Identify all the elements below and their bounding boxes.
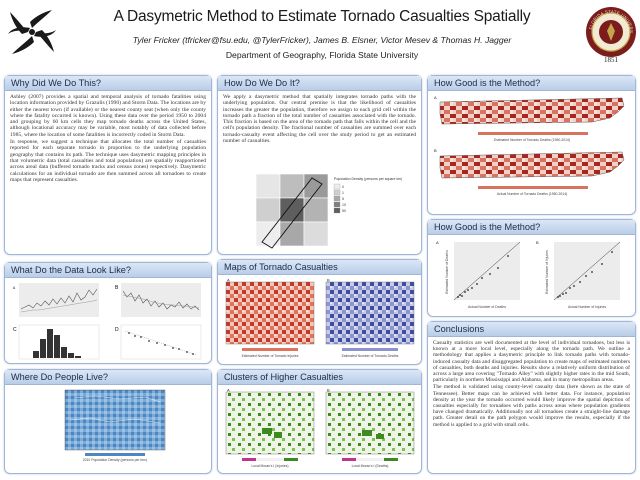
plot-a-background (19, 283, 99, 317)
cluster-maps (222, 388, 418, 473)
why-paragraph-1: Ashley (2007) provides a spatial and temporal analysis of tornado fatalities using location information provided by Grazulis (1990) and Storm Data. The locations are by either the nearest town (if available) or the nearest county seat (when only the county where the fatality occurred is known). Using these data over the period 1950 to 2004 and grouping by 60 km cells they map tornado deaths across the United States, although locational accuracy may be variable, most notably of data collected before 1985, where the location of some fatalities is incorrectly coded in Storm Data. (10, 94, 206, 138)
panel-why-heading: Why Did We Do This? (5, 76, 211, 91)
scatter-label-b: B (536, 240, 539, 245)
injuries-cluster-caption: Local Moran's I (Injuries) (251, 464, 289, 468)
panel-why (4, 75, 212, 255)
panel-where (4, 369, 212, 474)
panel-maps-heading: Maps of Tornado Casualties (218, 260, 421, 275)
map-label-b: B (327, 277, 330, 283)
dasymetric-diagram (252, 172, 403, 254)
panel-maps (217, 259, 422, 365)
tennessee-maps (432, 94, 632, 214)
panel-how-do (217, 75, 422, 255)
tennessee-actual-map (440, 152, 624, 178)
injuries-legend-bar (242, 348, 298, 351)
panel-how-good-maps (427, 75, 636, 215)
deaths-cluster-caption: Local Moran's I (Deaths) (351, 464, 389, 468)
why-paragraph-2: In response, we suggest a technique that allocates the total number of casualties reported for each separate tornado in proportion to the underlying population geography that contains its path. The technique uses dasymetric mapping principles in that volumetric data (total casualties and total population) are spatially reapportioned across areal data (buffered tornado tracks and census zones) respectively. Dasymetric calculations for an individual tornado are then summed across all tornadoes to create maps that represent casualties. (10, 139, 206, 183)
population-legend-caption: 2010 Population Density (persons per km²) (82, 458, 148, 462)
injuries-cluster-map (226, 392, 314, 454)
panel-how-good-maps-heading: How Good is the Method? (428, 76, 635, 91)
hist-bar-3 (47, 329, 53, 358)
panel-data-look-heading: What Do the Data Look Like? (5, 263, 211, 278)
injuries-map-caption: Estimated Number of Tornado Injuries (241, 354, 299, 358)
population-grid (65, 390, 165, 450)
diagram-legend-item-5: 50 (342, 209, 346, 213)
hist-bar-6 (68, 353, 74, 358)
panel-how-do-heading: How Do We Do It? (218, 76, 421, 91)
poster-department: Department of Geography, Florida State University (225, 50, 419, 60)
scatter-a-ylabel: Estimated Number of Deaths (445, 250, 449, 294)
conclusions-paragraph-1: Casualty statistics are well documented at the level of individual tornadoes, but less is known at a more local level, especially along the tornado path. We outline a methodology that applies a dasymetric principle to link tornado paths with tornado-induced casualty data and disaggregated population to create maps of estimated numbers of casualties, both deaths and injuries. Results show a relatively uniform distribution of across a large area covering "Tornado Alley" with slightly higher rates in the mid South, particularly in northern Mississippi and Alabama, and in many metropolitan areas. (433, 340, 630, 384)
hist-bar-5 (61, 347, 67, 358)
seal-year: 1851 (604, 56, 618, 64)
deaths-map-caption: Estimated Number of Tornado Deaths (341, 354, 399, 358)
poster-title: A Dasymetric Method to Estimate Tornado Casualties Spatially (113, 8, 531, 25)
validation-scatterplots (432, 238, 632, 316)
panel-conclusions (427, 321, 636, 474)
panel-how-good-scatter-heading: How Good is the Method? (428, 220, 635, 235)
scatter-label-a: A (436, 240, 439, 245)
plot-label-c: C (13, 327, 17, 333)
plot-label-b: B (115, 285, 119, 291)
tennessee-estimated-caption: Estimated Number of Tornado Deaths (1950-2014) (493, 138, 571, 142)
panel-how-good-scatter (427, 219, 636, 317)
scatter-b-xlabel: Actual Number of Injuries (567, 305, 607, 309)
panel-clusters (217, 369, 422, 474)
hist-bar-2 (40, 339, 46, 358)
diagram-legend-item-4: 10 (342, 203, 346, 207)
diagram-legend-title: Population Density (persons per square km) (334, 177, 403, 181)
fsu-seal-icon (584, 4, 638, 64)
how-do-paragraph: We apply a dasymetric method that spatially integrates tornado paths with the underlying population. Our central premise is that the likelihood of casualties increases the greater the population, therefore we assign to each grid cell within the tornado path a fraction of the total number of casualties associated with the tornado. This fraction is based on the area of the tornado path that falls within the cell and the cell's population density. The fractional number of casualties are summed over each tornado-casualty event affecting the cell over the study period to get an estimated number of casualties. (223, 94, 416, 145)
diagram-legend-item-2: 1 (342, 191, 344, 195)
plot-label-a: A (13, 286, 16, 290)
diagram-legend-item-1: 0 (342, 185, 344, 189)
panel-clusters-heading: Clusters of Higher Casualties (218, 370, 421, 385)
tennessee-label-a: A (434, 95, 437, 100)
tennessee-estimated-map (440, 98, 624, 124)
poster-authors: Tyler Fricker (tfricker@fsu.edu, @TylerFricker), James B. Elsner, Victor Mesev & Thomas H. Jagger (132, 35, 512, 45)
tennessee-actual-caption: Actual Number of Tornado Deaths (1950-2014) (496, 192, 568, 196)
panel-conclusions-heading: Conclusions (428, 322, 635, 337)
map-label-a: A (227, 277, 230, 283)
cluster-label-a: A (227, 387, 230, 393)
scatter-a-xlabel: Actual Number of Deaths (468, 305, 506, 309)
casualty-maps (222, 278, 418, 364)
population-legend-bar (85, 453, 145, 456)
hist-bar-7 (75, 356, 81, 358)
diagram-legend-item-3: 5 (342, 197, 344, 201)
panel-where-heading: Where Do People Live? (5, 370, 211, 385)
data-look-figures (9, 281, 209, 363)
plot-label-d: D (115, 327, 119, 333)
hist-bar-1 (33, 351, 39, 358)
seal-text: FLORIDA STATE UNIVERS (588, 8, 635, 34)
hist-bar-4 (54, 335, 60, 358)
plot-b-background (121, 283, 201, 317)
population-density-map (65, 390, 165, 462)
deaths-map (326, 282, 414, 344)
tornado-logo-icon (6, 6, 58, 58)
panel-data-look (4, 262, 212, 364)
cluster-label-b: B (327, 387, 330, 393)
tennessee-label-b: B (434, 148, 437, 153)
conclusions-paragraph-2: The method is validated using county-level casualty data (here shown as the state of Tennessee). Better maps can be achieved with better data. For instance, population density at the year the tornado occurred would likely improve the spatial depiction of casualties especially for tornadoes with paths across areas where population gradients have changed dramatically. Additionally not all tornadoes create a straight-line damage path. Greater detail on the path polygon would improve the results, especially if the method is applied to a grid with small cells. (433, 384, 630, 428)
deaths-legend-bar (342, 348, 398, 351)
scatter-b-ylabel: Estimated Number of Injuries (545, 250, 549, 294)
poster-header (0, 0, 640, 70)
deaths-cluster-map (326, 392, 414, 454)
injuries-map (226, 282, 314, 344)
